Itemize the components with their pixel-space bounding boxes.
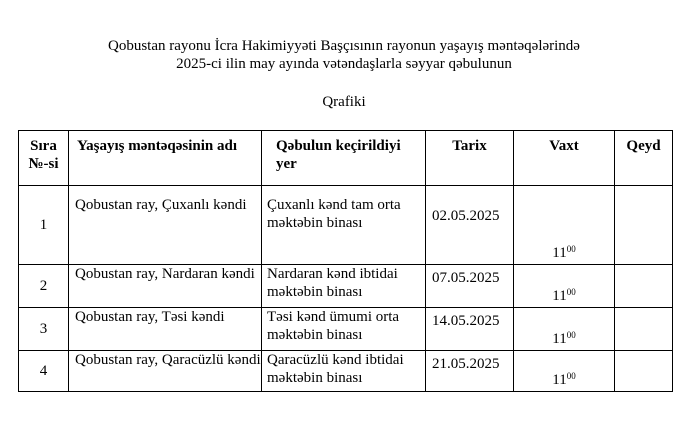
header-settlement-name: Yaşayış məntəqəsinin adı bbox=[69, 131, 262, 186]
table-row bbox=[19, 265, 673, 308]
reception-time bbox=[514, 186, 615, 265]
document-subtitle: Qrafiki bbox=[322, 94, 366, 110]
note-cell bbox=[615, 351, 673, 392]
time-hour: 11 bbox=[552, 372, 567, 388]
table-row bbox=[19, 186, 673, 265]
reception-date: 14.05.2025 bbox=[426, 308, 514, 351]
time-minutes: 00 bbox=[566, 330, 576, 340]
time-hour: 11 bbox=[552, 331, 567, 347]
header-number: Sıra №-si bbox=[19, 131, 69, 186]
note-cell bbox=[615, 308, 673, 351]
settlement-name: Qobustan ray, Təsi kəndi bbox=[69, 308, 262, 351]
reception-location: Çuxanlı kənd tam orta məktəbin binası bbox=[262, 186, 426, 265]
row-number: 2 bbox=[19, 265, 69, 308]
reception-location: Nardaran kənd ibtidai məktəbin binası bbox=[262, 265, 426, 308]
settlement-name: Qobustan ray, Çuxanlı kəndi bbox=[69, 186, 262, 265]
header-reception-location: Qəbulun keçirildiyi yer bbox=[262, 131, 426, 186]
header-time: Vaxt bbox=[514, 131, 615, 186]
note-cell bbox=[615, 265, 673, 308]
row-number: 3 bbox=[19, 308, 69, 351]
time-minutes: 00 bbox=[566, 371, 576, 381]
header-note: Qeyd bbox=[615, 131, 673, 186]
reception-date: 02.05.2025 bbox=[426, 186, 514, 265]
table-header-row bbox=[19, 131, 673, 186]
reception-date: 07.05.2025 bbox=[426, 265, 514, 308]
reception-time bbox=[514, 308, 615, 351]
document-title-line-1: Qobustan rayonu İcra Hakimiyyəti Başçısının rayonun yaşayış məntəqələrində bbox=[108, 38, 580, 54]
reception-schedule-table bbox=[18, 130, 673, 392]
time-hour: 11 bbox=[552, 288, 567, 304]
time-minutes: 00 bbox=[566, 244, 576, 254]
reception-location: Təsi kənd ümumi orta məktəbin binası bbox=[262, 308, 426, 351]
reception-time bbox=[514, 351, 615, 392]
table-row bbox=[19, 308, 673, 351]
settlement-name: Qobustan ray, Qaracüzlü kəndi bbox=[69, 351, 262, 392]
reception-date: 21.05.2025 bbox=[426, 351, 514, 392]
time-minutes: 00 bbox=[566, 287, 576, 297]
document-title-line-2: 2025-ci ilin may ayında vətəndaşlarla səyyar qəbulunun bbox=[176, 56, 512, 72]
settlement-name: Qobustan ray, Nardaran kəndi bbox=[69, 265, 262, 308]
time-hour: 11 bbox=[552, 245, 567, 261]
row-number: 1 bbox=[19, 186, 69, 265]
reception-time bbox=[514, 265, 615, 308]
table-row bbox=[19, 351, 673, 392]
reception-location: Qaracüzlü kənd ibtidai məktəbin binası bbox=[262, 351, 426, 392]
row-number: 4 bbox=[19, 351, 69, 392]
note-cell bbox=[615, 186, 673, 265]
header-date: Tarix bbox=[426, 131, 514, 186]
